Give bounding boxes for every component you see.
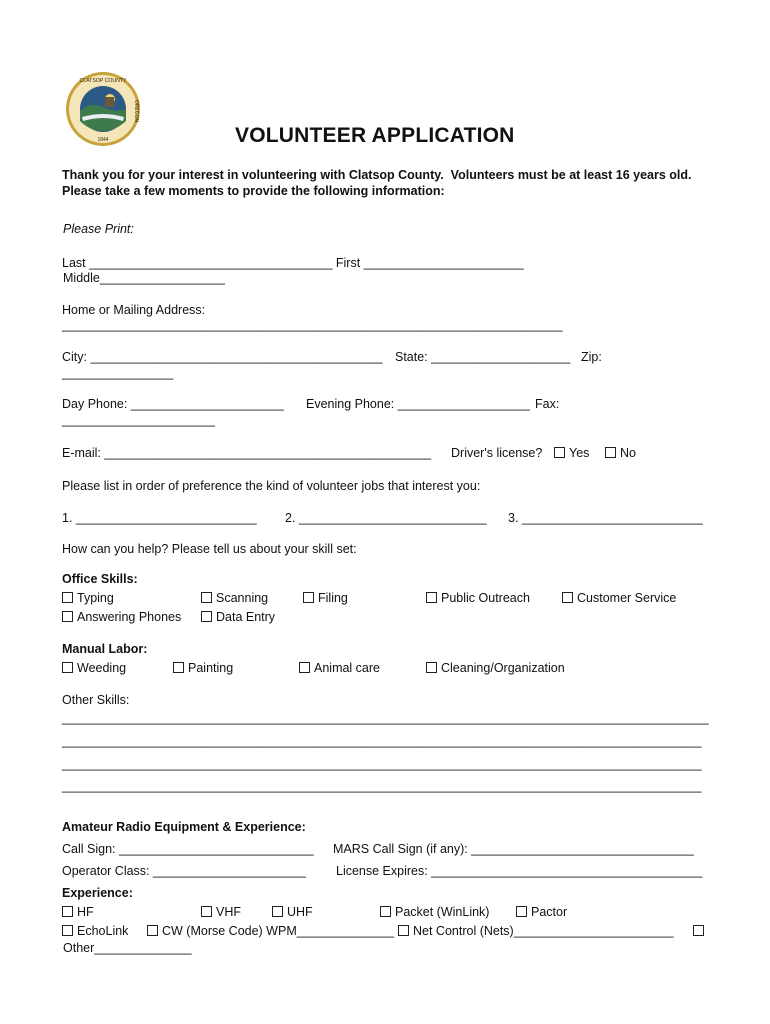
- checkbox-icon[interactable]: [147, 925, 158, 936]
- fax-label: Fax:: [535, 397, 560, 411]
- checkbox-pactor[interactable]: [516, 905, 567, 919]
- option-label: CW (Morse Code) WPM______________: [162, 924, 395, 938]
- checkbox-other[interactable]: [693, 924, 708, 938]
- address-field[interactable]: ________________________________________________________________________: [62, 318, 563, 332]
- preference-2-field[interactable]: 2. ___________________________: [285, 511, 487, 525]
- evening-phone-field[interactable]: Evening Phone: ___________________: [306, 397, 530, 411]
- address-label: Home or Mailing Address:: [62, 303, 206, 317]
- option-label: Customer Service: [577, 591, 677, 605]
- checkbox-data-entry[interactable]: [201, 610, 275, 624]
- checkbox-packet-winlink[interactable]: [380, 905, 489, 919]
- county-seal-logo: [65, 71, 141, 147]
- preference-3-field[interactable]: 3. __________________________: [508, 511, 703, 525]
- drivers-license-yes[interactable]: [554, 446, 589, 460]
- email-field[interactable]: E-mail: _______________________________________________: [62, 446, 432, 460]
- option-label: Answering Phones: [77, 610, 182, 624]
- help-prompt: How can you help? Please tell us about your skill set:: [62, 542, 357, 556]
- option-label: Painting: [188, 661, 234, 675]
- checkbox-icon[interactable]: [554, 447, 565, 458]
- middle-name-field[interactable]: Middle__________________: [63, 271, 225, 285]
- please-print-label: Please Print:: [63, 222, 134, 236]
- drivers-license-label: Driver's license?: [451, 446, 543, 460]
- seal-text-right: OREGON: [133, 99, 139, 123]
- option-label: Packet (WinLink): [395, 905, 490, 919]
- operator-class-field[interactable]: Operator Class: ______________________: [62, 864, 306, 878]
- option-label: EchoLink: [77, 924, 129, 938]
- mars-call-sign-field[interactable]: MARS Call Sign (if any): ________________________________: [333, 842, 694, 856]
- zip-field[interactable]: ________________: [62, 366, 174, 380]
- option-label: Weeding: [77, 661, 127, 675]
- checkbox-filing[interactable]: [303, 591, 348, 605]
- radio-heading: Amateur Radio Equipment & Experience:: [62, 820, 306, 834]
- option-label: VHF: [216, 905, 241, 919]
- license-expires-field[interactable]: License Expires: _______________________________________: [336, 864, 703, 878]
- checkbox-icon[interactable]: [426, 592, 437, 603]
- checkbox-icon[interactable]: [272, 906, 283, 917]
- checkbox-icon[interactable]: [62, 906, 73, 917]
- checkbox-icon[interactable]: [201, 592, 212, 603]
- checkbox-icon[interactable]: [562, 592, 573, 603]
- checkbox-icon[interactable]: [299, 662, 310, 673]
- option-label: Filing: [318, 591, 348, 605]
- other-skills-line-1[interactable]: _____________________________________________________________________________________________: [62, 711, 709, 725]
- intro-line-1: Thank you for your interest in volunteering with Clatsop County. Volunteers must be at least 16 years old.: [62, 168, 692, 182]
- checkbox-cleaning-organization[interactable]: [426, 661, 565, 675]
- checkbox-customer-service[interactable]: [562, 591, 676, 605]
- checkbox-answering-phones[interactable]: [62, 610, 181, 624]
- checkbox-uhf[interactable]: [272, 905, 313, 919]
- preference-prompt: Please list in order of preference the kind of volunteer jobs that interest you:: [62, 479, 481, 493]
- checkbox-vhf[interactable]: [201, 905, 241, 919]
- city-field[interactable]: City: __________________________________________: [62, 350, 383, 364]
- checkbox-cw-morse-code[interactable]: [147, 924, 394, 938]
- checkbox-painting[interactable]: [173, 661, 233, 675]
- option-label: Cleaning/Organization: [441, 661, 565, 675]
- intro-line-2: Please take a few moments to provide the following information:: [62, 184, 445, 198]
- checkbox-icon[interactable]: [516, 906, 527, 917]
- checkbox-icon[interactable]: [398, 925, 409, 936]
- option-label: Animal care: [314, 661, 380, 675]
- checkbox-hf[interactable]: [62, 905, 94, 919]
- checkbox-weeding[interactable]: [62, 661, 126, 675]
- option-label: Scanning: [216, 591, 269, 605]
- other-skills-line-2[interactable]: ____________________________________________________________________________________________: [62, 734, 702, 748]
- yes-label: Yes: [569, 446, 590, 460]
- no-label: No: [620, 446, 636, 460]
- option-label: Net Control (Nets)_______________________: [413, 924, 674, 938]
- checkbox-icon[interactable]: [426, 662, 437, 673]
- other-skills-line-4[interactable]: ____________________________________________________________________________________________: [62, 779, 702, 793]
- checkbox-net-control[interactable]: [398, 924, 674, 938]
- checkbox-scanning[interactable]: [201, 591, 268, 605]
- checkbox-icon[interactable]: [605, 447, 616, 458]
- seal-year: 1844: [97, 137, 109, 143]
- option-label: Public Outreach: [441, 591, 530, 605]
- fax-field[interactable]: ______________________: [62, 413, 215, 427]
- other-field[interactable]: Other______________: [63, 941, 192, 955]
- checkbox-icon[interactable]: [62, 592, 73, 603]
- drivers-license-no[interactable]: [605, 446, 636, 460]
- state-field[interactable]: State: ____________________: [395, 350, 571, 364]
- checkbox-public-outreach[interactable]: [426, 591, 530, 605]
- preference-1-field[interactable]: 1. __________________________: [62, 511, 257, 525]
- option-label: HF: [77, 905, 94, 919]
- checkbox-icon[interactable]: [62, 925, 73, 936]
- option-label: Pactor: [531, 905, 568, 919]
- checkbox-typing[interactable]: [62, 591, 114, 605]
- checkbox-icon[interactable]: [62, 611, 73, 622]
- other-skills-label: Other Skills:: [62, 693, 130, 707]
- call-sign-field[interactable]: Call Sign: ____________________________: [62, 842, 314, 856]
- experience-heading: Experience:: [62, 886, 133, 900]
- checkbox-icon[interactable]: [62, 662, 73, 673]
- seal-text-top: CLATSOP COUNTY: [79, 78, 127, 84]
- checkbox-icon[interactable]: [303, 592, 314, 603]
- manual-labor-heading: Manual Labor:: [62, 642, 148, 656]
- option-label: Typing: [77, 591, 114, 605]
- name-field[interactable]: Last ___________________________________ First _______________________: [62, 256, 524, 270]
- office-skills-heading: Office Skills:: [62, 572, 138, 586]
- page-title: VOLUNTEER APPLICATION: [235, 124, 515, 147]
- checkbox-icon[interactable]: [201, 611, 212, 622]
- option-label: Data Entry: [216, 610, 276, 624]
- checkbox-icon[interactable]: [173, 662, 184, 673]
- checkbox-icon[interactable]: [693, 925, 704, 936]
- checkbox-echolink[interactable]: [62, 924, 128, 938]
- option-label: UHF: [287, 905, 313, 919]
- checkbox-icon[interactable]: [201, 906, 212, 917]
- checkbox-animal-care[interactable]: [299, 661, 380, 675]
- zip-label: Zip:: [581, 350, 602, 364]
- day-phone-field[interactable]: Day Phone: ______________________: [62, 397, 284, 411]
- checkbox-icon[interactable]: [380, 906, 391, 917]
- other-skills-line-3[interactable]: ____________________________________________________________________________________________: [62, 757, 702, 771]
